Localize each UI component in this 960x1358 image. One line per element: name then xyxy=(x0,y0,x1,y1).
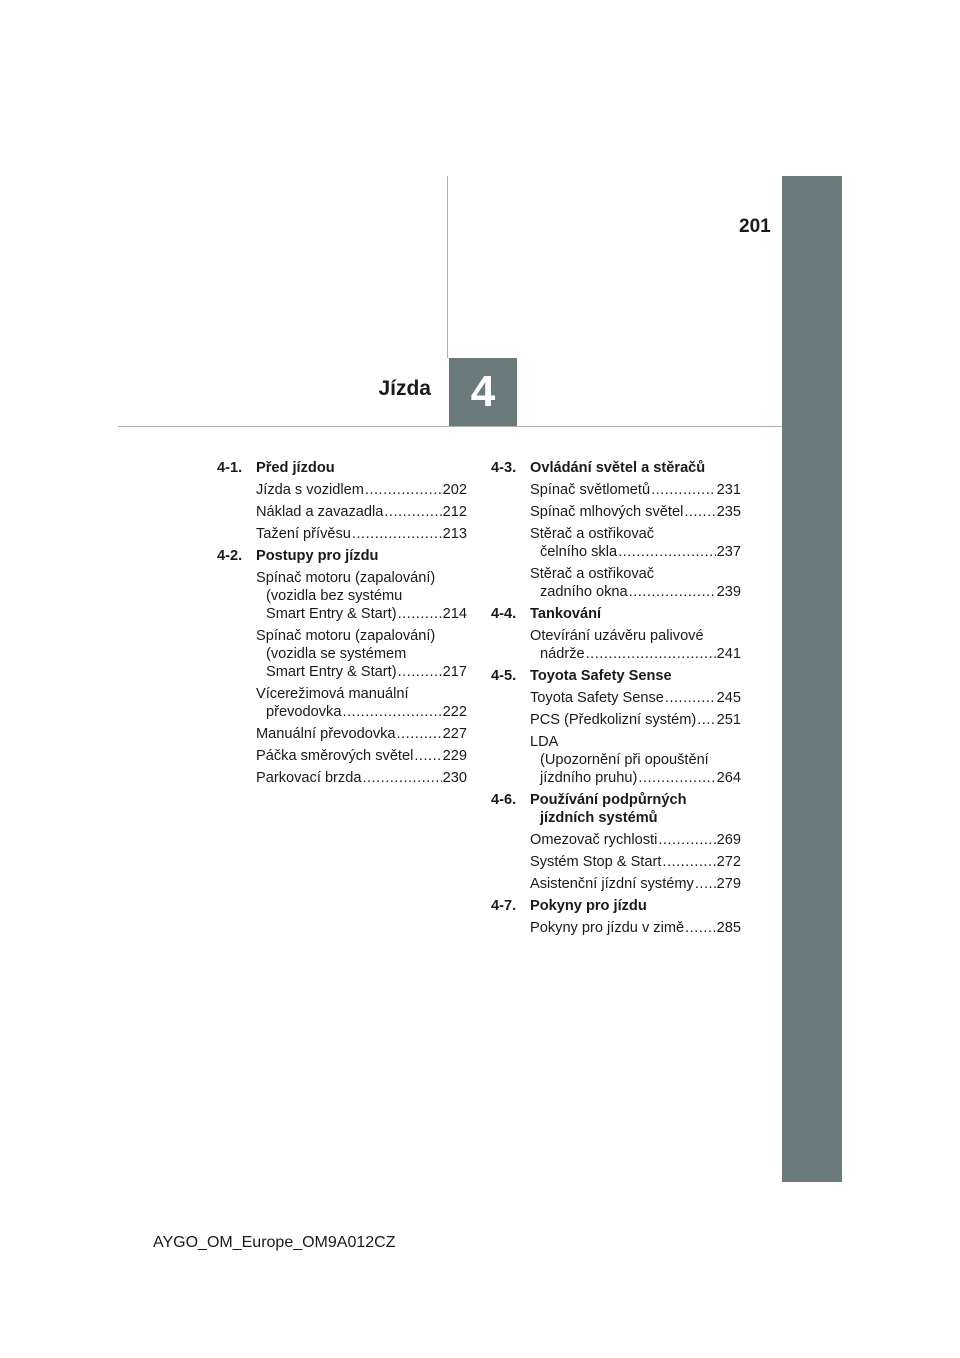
entry-page-number: 229 xyxy=(442,748,467,764)
toc-section xyxy=(491,459,741,601)
entry-page-number: 279 xyxy=(716,876,741,892)
entry-page-number: 269 xyxy=(716,832,741,848)
entry-page-number: 241 xyxy=(716,646,741,662)
entry-last-line xyxy=(530,689,741,707)
toc-section xyxy=(217,459,467,543)
toc-entry[interactable] xyxy=(217,481,467,499)
section-heading xyxy=(491,459,741,477)
section-title xyxy=(530,791,741,827)
section-title-line: jízdních systémů xyxy=(540,810,658,826)
section-heading xyxy=(217,459,467,477)
entry-title: Páčka směrových světel xyxy=(256,748,414,764)
entry-page-number: 227 xyxy=(442,726,467,742)
entry-last-line xyxy=(530,503,741,521)
entry-last-line xyxy=(256,663,467,681)
entry-last-line xyxy=(256,503,467,521)
toc-entry[interactable] xyxy=(217,627,467,681)
entry-title: Spínač světlometů xyxy=(530,482,651,498)
toc-entry[interactable] xyxy=(217,525,467,543)
dot-leader xyxy=(658,831,715,849)
section-title xyxy=(530,459,741,477)
chapter-number: 4 xyxy=(470,367,496,416)
toc-entry[interactable] xyxy=(491,919,741,937)
entry-page-number: 272 xyxy=(716,854,741,870)
entry-last-line xyxy=(256,481,467,499)
entry-title: Smart Entry & Start) xyxy=(266,606,397,622)
section-title xyxy=(256,547,467,565)
toc-entry[interactable] xyxy=(217,725,467,743)
toc-entry[interactable] xyxy=(491,565,741,601)
section-title-line: Pokyny pro jízdu xyxy=(530,898,647,914)
entry-text-line: Otevírání uzávěru palivové xyxy=(530,628,704,644)
entry-text-line: (vozidla se systémem xyxy=(266,646,407,662)
horizontal-rule xyxy=(118,426,782,427)
entry-last-line xyxy=(256,525,467,543)
entry-page-number: 239 xyxy=(716,584,741,600)
document-footer: AYGO_OM_Europe_OM9A012CZ xyxy=(153,1234,396,1251)
entry-last-line xyxy=(530,769,741,787)
toc-section xyxy=(491,791,741,893)
section-title-line: Používání podpůrných xyxy=(530,792,687,808)
toc-entry[interactable] xyxy=(491,481,741,499)
entry-last-line xyxy=(530,853,741,871)
entry-last-line xyxy=(530,711,741,729)
entry-title: Systém Stop & Start xyxy=(530,854,662,870)
entry-page-number: 212 xyxy=(442,504,467,520)
section-number: 4-1. xyxy=(217,460,243,476)
section-title-line: Toyota Safety Sense xyxy=(530,668,672,684)
toc-entry[interactable] xyxy=(491,525,741,561)
entry-title: Smart Entry & Start) xyxy=(266,664,397,680)
section-title xyxy=(530,897,741,915)
page-number: 201 xyxy=(739,216,771,237)
entry-page-number: 222 xyxy=(442,704,467,720)
entry-title: Spínač mlhových světel xyxy=(530,504,684,520)
dot-leader xyxy=(398,605,442,623)
entry-title: Pokyny pro jízdu v zimě xyxy=(530,920,685,936)
entry-text-line: (vozidla bez systému xyxy=(266,588,403,604)
entry-title: čelního skla xyxy=(540,544,618,560)
entry-last-line xyxy=(530,543,741,561)
dot-leader xyxy=(629,583,716,601)
section-number: 4-7. xyxy=(491,898,517,914)
entry-page-number: 235 xyxy=(716,504,741,520)
section-title xyxy=(256,459,467,477)
toc-entry[interactable] xyxy=(491,689,741,707)
section-heading xyxy=(217,547,467,565)
entry-last-line xyxy=(530,583,741,601)
dot-leader xyxy=(384,503,441,521)
toc-entry[interactable] xyxy=(491,853,741,871)
toc-entry[interactable] xyxy=(491,875,741,893)
section-title-line: Postupy pro jízdu xyxy=(256,548,379,564)
toc-left-column xyxy=(217,459,467,791)
section-title-line: Před jízdou xyxy=(256,460,335,476)
dot-leader xyxy=(662,853,715,871)
entry-title: nádrže xyxy=(540,646,585,662)
entry-page-number: 237 xyxy=(716,544,741,560)
section-number: 4-4. xyxy=(491,606,517,622)
entry-text-line: Stěrač a ostřikovač xyxy=(530,566,655,582)
entry-text-line: (Upozornění při opouštění xyxy=(540,752,709,768)
entry-title: převodovka xyxy=(266,704,342,720)
dot-leader xyxy=(342,703,441,721)
dot-leader xyxy=(398,663,442,681)
toc-entry[interactable] xyxy=(217,569,467,623)
section-heading xyxy=(491,605,741,623)
chapter-title: Jízda xyxy=(378,377,431,400)
section-number: 4-6. xyxy=(491,792,517,808)
entry-page-number: 251 xyxy=(716,712,741,728)
vertical-rule xyxy=(447,176,448,358)
entry-title: Tažení přívěsu xyxy=(256,526,351,542)
section-heading xyxy=(491,897,741,915)
toc-section xyxy=(491,667,741,787)
toc-section xyxy=(491,897,741,937)
entry-title: Jízda s vozidlem xyxy=(256,482,364,498)
entry-last-line xyxy=(256,769,467,787)
dot-leader xyxy=(685,919,716,937)
entry-title: Omezovač rychlosti xyxy=(530,832,658,848)
entry-last-line xyxy=(530,645,741,663)
entry-page-number: 245 xyxy=(716,690,741,706)
dot-leader xyxy=(618,543,716,561)
section-number: 4-3. xyxy=(491,460,517,476)
dot-leader xyxy=(638,769,715,787)
entry-last-line xyxy=(530,481,741,499)
entry-title: PCS (Předkolizní systém) xyxy=(530,712,697,728)
entry-last-line xyxy=(256,703,467,721)
entry-page-number: 264 xyxy=(716,770,741,786)
dot-leader xyxy=(365,481,442,499)
section-heading xyxy=(491,667,741,685)
entry-last-line xyxy=(256,747,467,765)
entry-last-line xyxy=(256,725,467,743)
entry-title: zadního okna xyxy=(540,584,628,600)
section-title xyxy=(530,667,741,685)
section-number: 4-2. xyxy=(217,548,243,564)
entry-last-line xyxy=(530,831,741,849)
entry-text-line: Spínač motoru (zapalování) xyxy=(256,628,436,644)
dot-leader xyxy=(684,503,715,521)
chapter-number-box xyxy=(449,358,517,426)
entry-text-line: Stěrač a ostřikovač xyxy=(530,526,655,542)
toc-right-column xyxy=(491,459,741,941)
section-title xyxy=(530,605,741,623)
entry-page-number: 213 xyxy=(442,526,467,542)
entry-page-number: 230 xyxy=(442,770,467,786)
section-title-line: Tankování xyxy=(530,606,602,622)
section-heading xyxy=(491,791,741,827)
entry-last-line xyxy=(530,919,741,937)
toc-section xyxy=(491,605,741,663)
toc-entry[interactable] xyxy=(217,503,467,521)
dot-leader xyxy=(665,689,716,707)
toc-entry[interactable] xyxy=(217,769,467,787)
chapter-side-tab xyxy=(782,176,842,1182)
entry-title: jízdního pruhu) xyxy=(540,770,638,786)
dot-leader xyxy=(695,875,716,893)
entry-text-line: Vícerežimová manuální xyxy=(256,686,409,702)
entry-text-line: LDA xyxy=(530,734,559,750)
dot-leader xyxy=(362,769,441,787)
entry-title: Asistenční jízdní systémy xyxy=(530,876,694,892)
toc-entry[interactable] xyxy=(217,685,467,721)
section-title-line: Ovládání světel a stěračů xyxy=(530,460,706,476)
dot-leader xyxy=(586,645,716,663)
dot-leader xyxy=(651,481,716,499)
entry-page-number: 217 xyxy=(442,664,467,680)
entry-title: Toyota Safety Sense xyxy=(530,690,664,706)
toc-entry[interactable] xyxy=(491,831,741,849)
toc-entry[interactable] xyxy=(491,503,741,521)
entry-text-line: Spínač motoru (zapalování) xyxy=(256,570,436,586)
toc-entry[interactable] xyxy=(491,627,741,663)
toc-entry[interactable] xyxy=(217,747,467,765)
dot-leader xyxy=(697,711,715,729)
toc-entry[interactable] xyxy=(491,733,741,787)
entry-last-line xyxy=(256,605,467,623)
dot-leader xyxy=(414,747,441,765)
entry-page-number: 231 xyxy=(716,482,741,498)
entry-title: Manuální převodovka xyxy=(256,726,396,742)
dot-leader xyxy=(397,725,442,743)
entry-page-number: 214 xyxy=(442,606,467,622)
section-number: 4-5. xyxy=(491,668,517,684)
toc-section xyxy=(217,547,467,787)
entry-last-line xyxy=(530,875,741,893)
entry-page-number: 202 xyxy=(442,482,467,498)
entry-title: Náklad a zavazadla xyxy=(256,504,384,520)
toc-entry[interactable] xyxy=(491,711,741,729)
dot-leader xyxy=(352,525,442,543)
entry-title: Parkovací brzda xyxy=(256,770,362,786)
entry-page-number: 285 xyxy=(716,920,741,936)
